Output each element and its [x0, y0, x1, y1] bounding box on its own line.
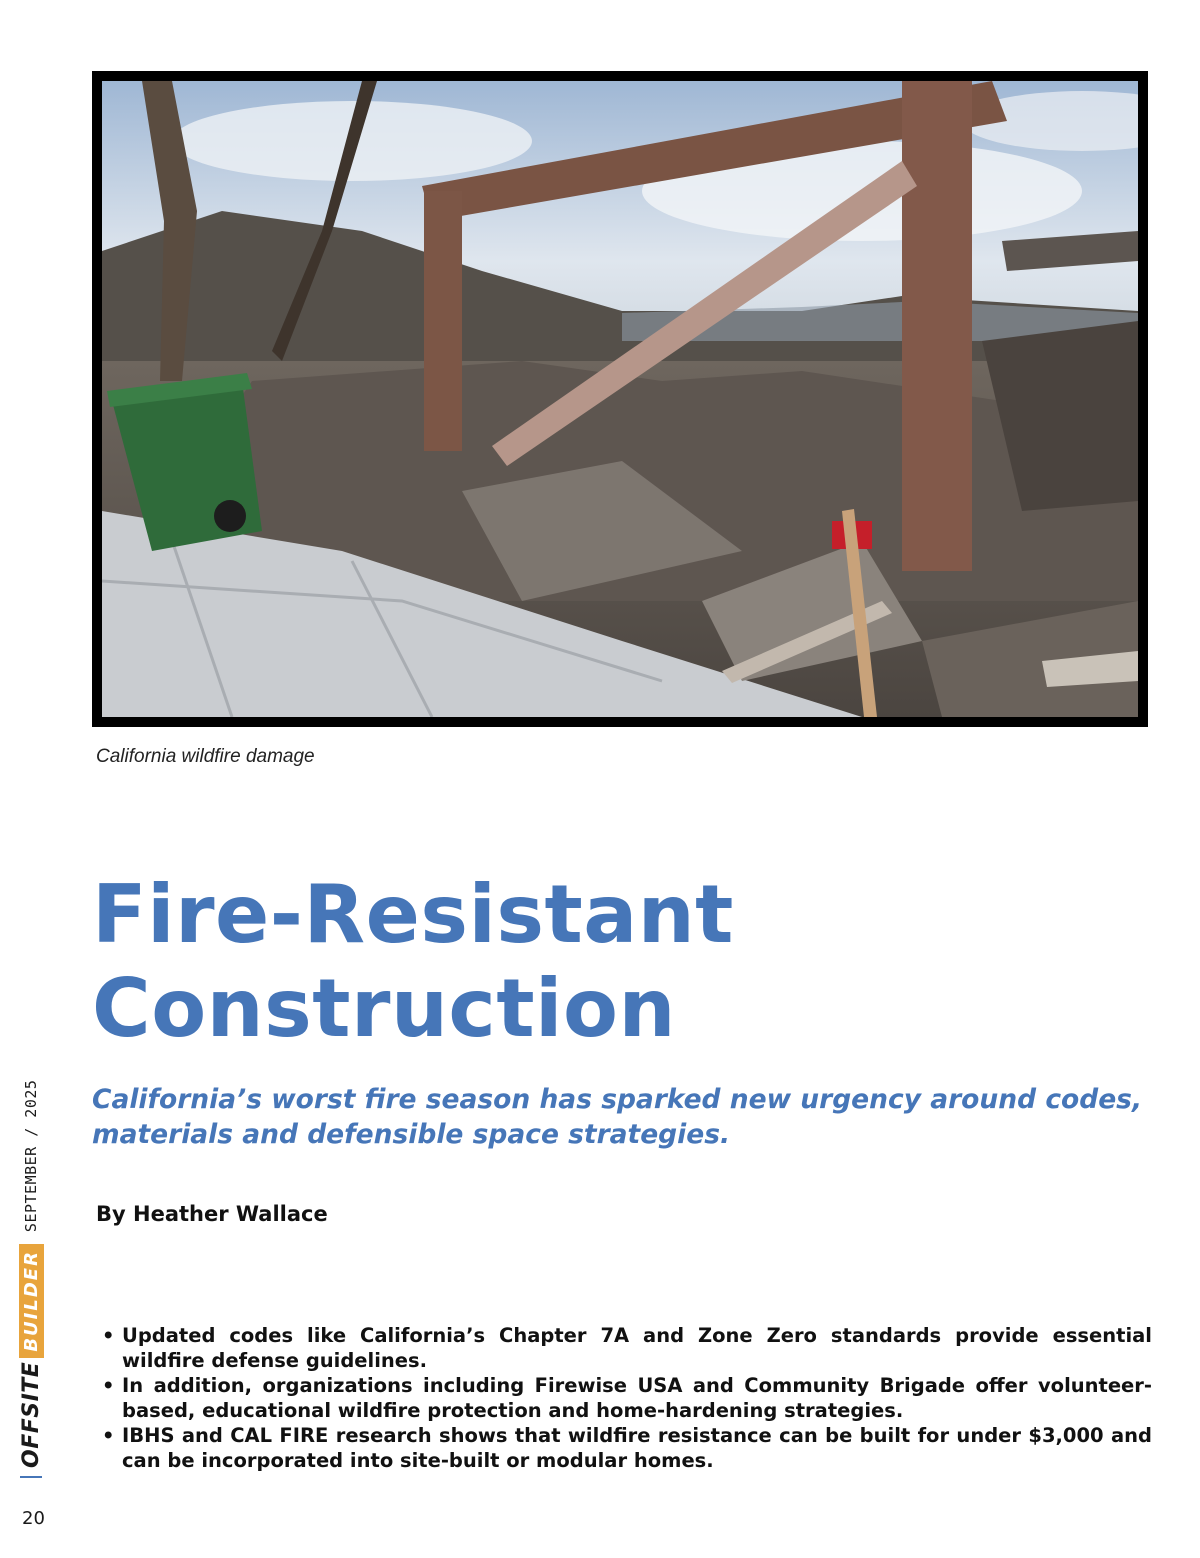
- list-item-text: Updated codes like California’s Chapter 7A and Zone Zero standards provide essential wildfire defense guidelines.: [122, 1324, 1152, 1372]
- article-headline: [92, 868, 992, 1056]
- brand-word-builder: BUILDER: [19, 1244, 44, 1358]
- list-item: [100, 1323, 1152, 1373]
- article-deck: [92, 1082, 1162, 1152]
- bullet-icon: •: [102, 1374, 115, 1397]
- list-item: [100, 1423, 1152, 1473]
- folio-text: [14, 1080, 48, 1478]
- brand-word-offsite: OFFSITE: [18, 1361, 44, 1468]
- folio-divider: [20, 1476, 42, 1478]
- page-number: 20: [22, 1508, 45, 1529]
- issue-date: SEPTEMBER / 2025: [22, 1079, 40, 1233]
- deck-line-1: California’s worst fire season has sparked new urgency around codes,: [92, 1084, 1143, 1115]
- headline-line-2: Construction: [92, 962, 676, 1055]
- list-item-text: IBHS and CAL FIRE research shows that wildfire resistance can be built for under $3,000 and can be incorporated into site-built or modular homes.: [122, 1424, 1152, 1472]
- byline: By Heather Wallace: [96, 1202, 328, 1226]
- bullet-icon: •: [102, 1424, 115, 1447]
- deck-line-2: materials and defensible space strategies.: [92, 1119, 731, 1150]
- vertical-folio: [14, 1079, 48, 1478]
- photo-caption: California wildfire damage: [96, 746, 315, 767]
- bullet-icon: •: [102, 1324, 115, 1347]
- wildfire-damage-photo-icon: [102, 81, 1138, 717]
- key-points-list: [100, 1323, 1152, 1473]
- list-item-text: In addition, organizations including Firewise USA and Community Brigade offer volunteer-based, educational wildfire protection and home-hardening strategies.: [122, 1374, 1152, 1422]
- headline-line-1: Fire-Resistant: [92, 868, 734, 961]
- wildfire-photo: [92, 71, 1148, 727]
- list-item: [100, 1373, 1152, 1423]
